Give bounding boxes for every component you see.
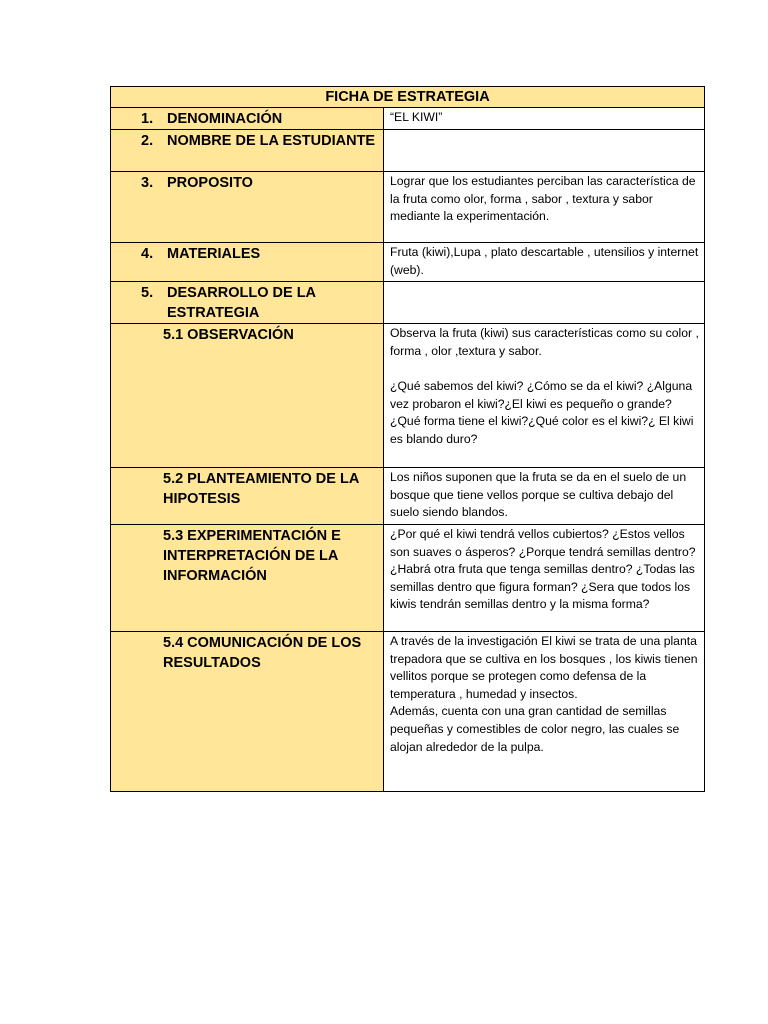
subsection-paragraph: ¿Por qué el kiwi tendrá vellos cubiertos? ¿Estos vellos son suaves o ásperos? ¿Porque tendrá semillas dentro? ¿Habrá otra fruta que tenga semillas dentro? ¿Todas las semillas dentro que figura forman? ¿Sera que todos los kiwis tendrán semillas dentro y la misma forma?: [390, 526, 696, 612]
sheet-title: FICHA DE ESTRATEGIA: [111, 87, 705, 108]
row-label: DESARROLLO DE LA ESTRATEGIA: [167, 285, 316, 322]
subsection-label: 5.4 COMUNICACIÓN DE LOS RESULTADOS: [163, 634, 362, 671]
row-value-cell: [384, 282, 705, 324]
subsection-paragraph: Los niños suponen que la fruta se da en el suelo de un bosque que tiene vellos porque se cultiva debajo del suelo siendo blandos.: [390, 470, 687, 520]
row-number: 2.: [141, 133, 154, 149]
row-number: 3.: [141, 175, 154, 191]
row-label: MATERIALES: [167, 246, 261, 262]
row-value: “EL KIWI”: [390, 110, 443, 124]
subsection-paragraph: Además, cuenta con una gran cantidad de semillas pequeñas y comestibles de color negro, las cuales se alojan alrededor de la pulpa.: [390, 704, 680, 754]
strategy-sheet-table: [110, 86, 705, 792]
subsection-value-cell: [384, 631, 705, 791]
table-row: [111, 243, 705, 282]
row-number: 5.: [141, 285, 154, 302]
paragraph-gap: [390, 360, 700, 378]
table-row: [111, 282, 705, 324]
subsection-paragraph: Observa la fruta (kiwi) sus características como su color , forma , olor ,textura y sabor.: [390, 326, 699, 358]
row-value-cell: [384, 108, 705, 130]
row-value-cell: [384, 243, 705, 282]
row-label: PROPOSITO: [167, 175, 253, 191]
subsection-row: [111, 468, 705, 525]
row-number: 1.: [141, 111, 154, 127]
row-label: NOMBRE DE LA ESTUDIANTE: [167, 133, 376, 149]
table-row: [111, 172, 705, 243]
subsection-label: 5.2 PLANTEAMIENTO DE LA HIPOTESIS: [163, 471, 359, 508]
table-row: [111, 130, 705, 172]
subsection-paragraph: A través de la investigación El kiwi se trata de una planta trepadora que se cultiva en los bosques , los kiwis tienen vellitos porque se protegen como defensa de la temperatura , humedad y insectos.: [390, 633, 698, 701]
subsection-label-cell: [111, 468, 384, 525]
row-label-cell: [111, 172, 384, 243]
subsection-label: 5.3 EXPERIMENTACIÓN E INTERPRETACIÓN DE LA INFORMACIÓN: [163, 527, 341, 584]
row-value: Lograr que los estudiantes perciban las característica de la fruta como olor, forma , sabor , textura y sabor mediante la experimentación.: [390, 174, 696, 224]
subsection-label-cell: [111, 524, 384, 631]
row-number: 4.: [141, 246, 154, 262]
table-row: [111, 108, 705, 130]
subsection-value-cell: [384, 524, 705, 631]
subsection-label-cell: [111, 631, 384, 791]
subsection-row: [111, 324, 705, 468]
row-label: DENOMINACIÓN: [167, 111, 283, 127]
subsection-row: [111, 524, 705, 631]
subsection-label: 5.1 OBSERVACIÓN: [163, 327, 294, 344]
row-label-cell: [111, 282, 384, 324]
subsection-label-cell: [111, 324, 384, 468]
subsection-paragraph: ¿Qué sabemos del kiwi? ¿Cómo se da el kiwi? ¿Alguna vez probaron el kiwi?¿El kiwi es pequeño o grande? ¿Qué forma tiene el kiwi?¿Qué color es el kiwi?¿ El kiwi es blando duro?: [390, 378, 694, 446]
title-row: [111, 87, 705, 108]
row-value-cell: [384, 172, 705, 243]
row-value: Fruta (kiwi),Lupa , plato descartable , utensilios y internet (web).: [390, 245, 699, 277]
subsection-value-cell: [384, 468, 705, 525]
row-label-cell: [111, 243, 384, 282]
row-label-cell: [111, 130, 384, 172]
subsection-row: [111, 631, 705, 791]
subsection-value-cell: [384, 324, 705, 468]
row-value-cell: [384, 130, 705, 172]
row-label-cell: [111, 108, 384, 130]
